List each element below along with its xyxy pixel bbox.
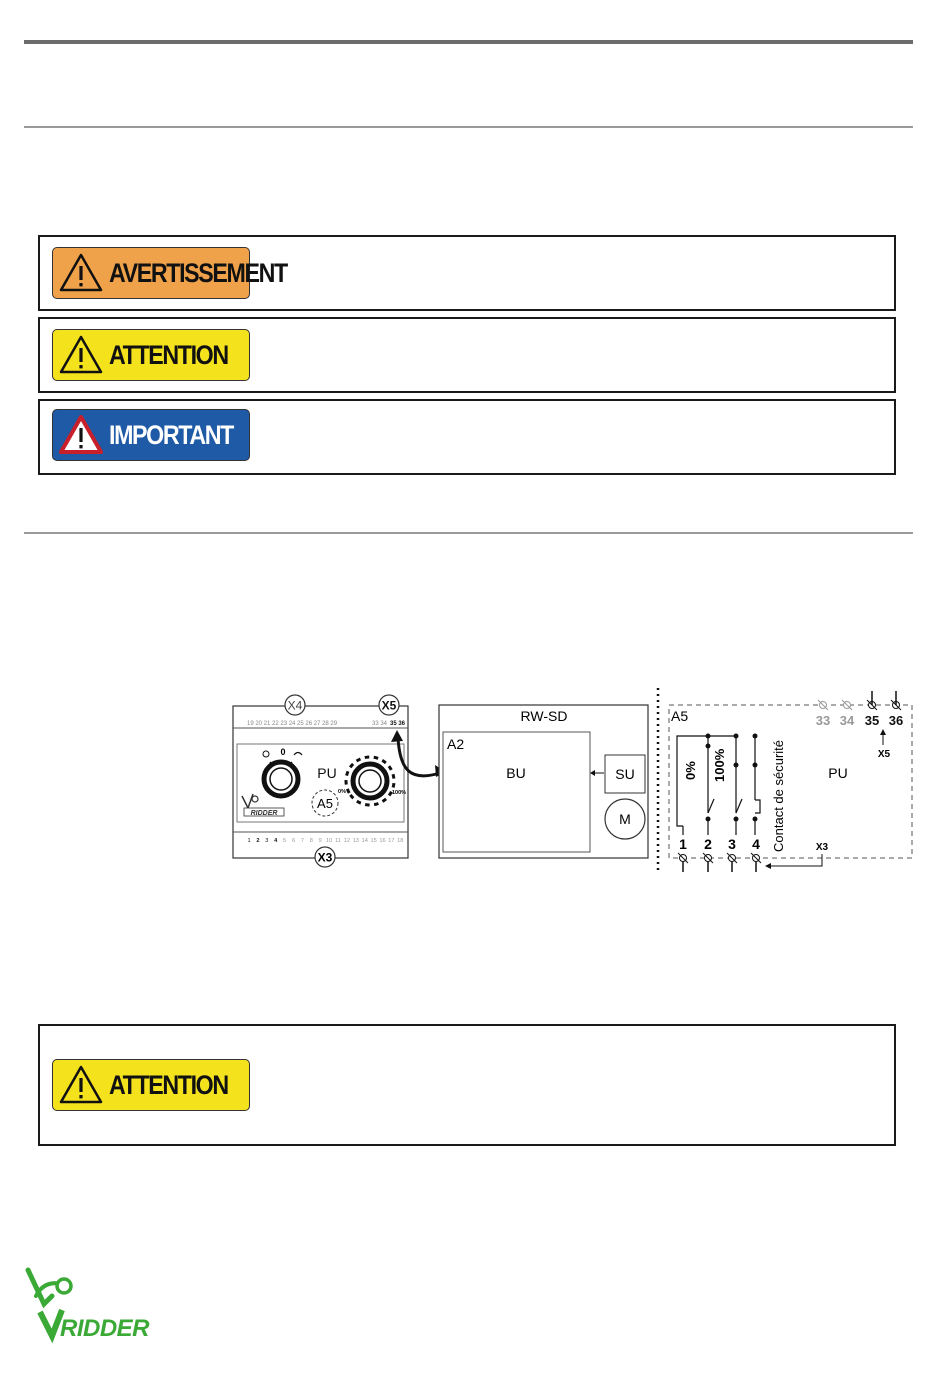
x3-label: X3 xyxy=(317,850,333,865)
motor-label: M xyxy=(619,811,631,827)
wiring-schematic-panel xyxy=(669,691,912,872)
device-terminal-number: 11 xyxy=(335,838,341,844)
top-terminal-number: 34 xyxy=(839,713,855,728)
ridder-logo xyxy=(22,1266,167,1344)
attention-badge xyxy=(52,329,250,381)
section-divider-1 xyxy=(24,126,913,128)
bottom-terminals-schematic xyxy=(678,836,761,872)
device-terminal-number: 1 xyxy=(247,838,251,844)
x3-label-schematic: X3 xyxy=(815,842,829,853)
x5-label-schematic: X5 xyxy=(877,749,891,760)
warning-box-important xyxy=(38,399,896,475)
warning-triangle-icon xyxy=(57,1062,105,1108)
a2-label: A2 xyxy=(447,736,465,752)
warning-box-avertissement xyxy=(38,235,896,311)
a5-label-schematic: A5 xyxy=(671,708,689,724)
top-rule xyxy=(24,40,913,44)
attention-label-bottom: ATTENTION xyxy=(109,1069,228,1100)
pu-label-device: PU xyxy=(317,765,337,781)
device-terminal-number: 14 xyxy=(361,838,368,844)
attention-badge-bottom xyxy=(52,1059,250,1111)
device-terminal-number: 2 xyxy=(256,838,260,844)
avertissement-badge xyxy=(52,247,287,299)
device-terminal-number: 3 xyxy=(265,838,269,844)
device-terminal-number: 15 xyxy=(370,838,377,844)
knob-right-min-label: 0% xyxy=(338,789,346,795)
top-terminal-number: 33 xyxy=(815,713,831,728)
device-terminal-number: 9 xyxy=(318,838,322,844)
bottom-terminal-number: 1 xyxy=(679,836,687,852)
warning-triangle-icon xyxy=(57,250,105,296)
section-divider-2 xyxy=(24,532,913,534)
warning-box-attention xyxy=(38,317,896,393)
device-terminal-number: 17 xyxy=(388,838,395,844)
device-terminal-number: 18 xyxy=(397,838,404,844)
switch-100-label: 100% xyxy=(712,748,727,782)
bottom-terminal-number: 3 xyxy=(728,836,736,852)
rw-sd-title: RW-SD xyxy=(520,708,568,724)
knob-left-zero-label: 0 xyxy=(280,747,286,757)
bottom-terminal-number: 4 xyxy=(752,836,760,852)
x5-terminal-numbers-gray: 33 34 xyxy=(372,721,388,727)
device-terminal-number: 13 xyxy=(352,838,359,844)
important-badge xyxy=(52,409,250,461)
bu-label: BU xyxy=(506,765,526,781)
device-brand: RIDDER xyxy=(250,810,278,817)
warning-triangle-icon xyxy=(57,412,105,458)
x5-label: X5 xyxy=(381,698,397,713)
pu-label-schematic: PU xyxy=(828,765,848,781)
x5-terminal-numbers-bold: 35 36 xyxy=(390,721,406,727)
contact-securite-label: Contact de sécurité xyxy=(771,739,786,852)
device-terminal-number: 5 xyxy=(283,838,287,844)
su-label: SU xyxy=(615,766,635,782)
wiring-diagram xyxy=(225,685,915,875)
warning-triangle-icon xyxy=(57,332,105,378)
x4-label: X4 xyxy=(287,698,303,713)
device-panel xyxy=(233,695,408,867)
rw-sd-panel xyxy=(439,705,648,858)
device-terminal-number: 7 xyxy=(300,838,304,844)
warning-box-attention-bottom xyxy=(38,1024,896,1146)
top-terminal-number: 35 xyxy=(864,713,880,728)
a5-label-device: A5 xyxy=(317,796,333,811)
x4-terminal-numbers: 19 20 21 22 23 24 25 26 27 28 29 xyxy=(247,721,338,727)
switch-0-label: 0% xyxy=(683,761,698,780)
device-terminal-number: 4 xyxy=(274,838,278,844)
avertissement-label: AVERTISSEMENT xyxy=(109,257,287,288)
bottom-terminal-number: 2 xyxy=(704,836,712,852)
device-terminal-number: 6 xyxy=(291,838,296,844)
device-terminal-number: 16 xyxy=(379,838,386,844)
important-label: IMPORTANT xyxy=(109,419,233,450)
attention-label: ATTENTION xyxy=(109,339,228,370)
device-terminal-number: 10 xyxy=(325,838,333,844)
device-terminal-number: 8 xyxy=(309,838,313,844)
knob-right-max-label: 100% xyxy=(392,790,407,796)
logo-text: RIDDER xyxy=(60,1315,150,1342)
top-terminal-number: 36 xyxy=(888,713,904,728)
top-terminals xyxy=(816,700,903,728)
device-terminal-number: 12 xyxy=(343,838,351,844)
